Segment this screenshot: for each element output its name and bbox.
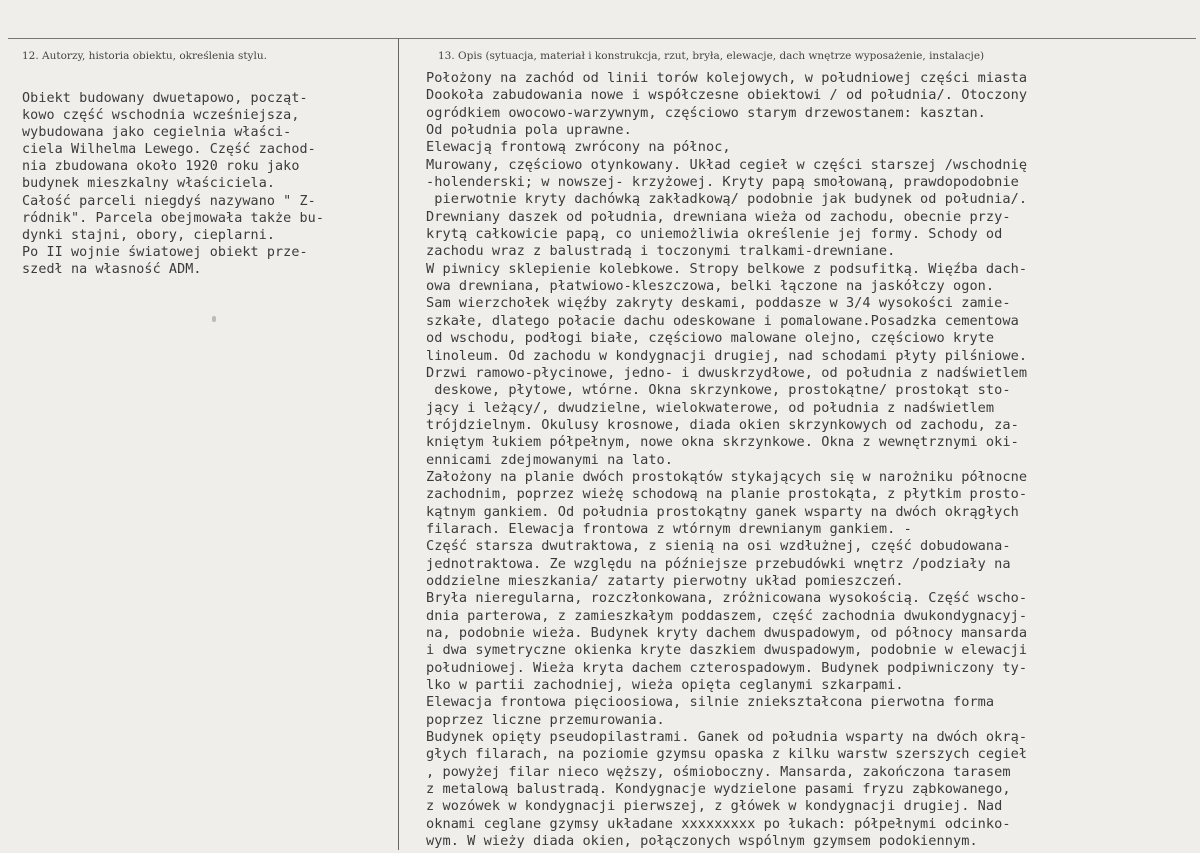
description-text-line: południowej. Wieża kryta dachem czterospadowym. Budynek podpiwniczony ty- [426, 659, 1028, 676]
description-text-line: , powyżej filar nieco węższy, ośmioboczny. Mansarda, zakończona tarasem [426, 763, 1011, 780]
description-text-line: filarach. Elewacja frontowa z wtórnym drewnianym gankiem. - [426, 520, 912, 537]
description-text-line: Drzwi ramowo-płycinowe, jedno- i dwuskrzydłowe, od południa z nadświetlem [426, 364, 1028, 381]
description-text-line: i dwa symetryczne okienka kryte daszkiem dwuspadowym, podobnie w elewacji [426, 642, 1028, 659]
description-text-line: Położony na zachód od linii torów kolejowych, w południowej części miasta [426, 70, 1028, 86]
history-text-line: ciela Wilhelma Lewego. Część zachod- [22, 142, 316, 158]
description-text-line: zachodu wraz z balustradą i toczonymi tralkami-drewniane. [426, 243, 896, 260]
description-text-line: wym. W wieży diada okien, połączonych wspólnym gzymsem podokiennym. [426, 833, 978, 850]
description-text-line: ennicami zdejmowanymi na lato. [426, 451, 674, 468]
history-text-block [22, 90, 324, 278]
description-text-line: na, podobnie wieża. Budynek kryty dachem dwuspadowym, od północy mansarda [426, 625, 1028, 641]
description-text-line: Założony na planie dwóch prostokątów stykających się w narożniku północne [426, 468, 1028, 485]
description-text-line: lko w partii zachodniej, wieża opięta ceglanymi szkarpami. [426, 677, 904, 694]
description-text-line: jący i leżący/, dwudzielne, wielokwaterowe, od południa z nadświetlem [426, 399, 995, 416]
description-text-line: szkałe, dlatego połacie dachu odeskowane i pomalowane.Posadzka cementowa [426, 312, 1019, 329]
description-text-line: -holenderski; w nowszej- krzyżowej. Kryty papą smołowaną, prawdopodobnie [426, 174, 1019, 191]
description-text-line: owa drewniana, płatwiowo-kleszczowa, belki łączone na jaskółczy ogon. [426, 278, 995, 295]
description-text-line: Sam wierzchołek więźby zakryty deskami, poddasze w 3/4 wysokości zamie- [426, 295, 1011, 312]
history-text-line: szedł na własność ADM. [22, 261, 202, 277]
description-text-line: Elewacją frontową zwrócony na północ, [426, 139, 731, 156]
description-text-line: pierwotnie kryty dachówką zakładkową/ podobnie jak budynek od południa/. [426, 191, 1028, 208]
description-text-line: dnia parterowa, z zamieszkałym poddaszem, część zachodnia dwukondygnacyj- [426, 607, 1028, 624]
description-text-line: Murowany, częściowo otynkowany. Układ cegieł w części starszej /wschodnię [426, 156, 1028, 173]
description-text-line: Elewacja frontowa pięcioosiowa, silnie zniekształcona pierwotna forma [426, 694, 995, 711]
description-text-line: trójdzielnym. Okulusy krosnowe, diada okien skrzynkowych od zachodu, za- [426, 416, 1019, 433]
history-text-line: Całość parceli niegdyś nazywano " Z- [22, 193, 316, 209]
description-text-line: poprzez liczne przemurowania. [426, 711, 665, 728]
description-text-line: krytą całkowicie papą, co uniemożliwia określenie jej formy. Schody od [426, 226, 1003, 243]
right-section-header: 13. Opis (sytuacja, materiał i konstrukcja, rzut, bryła, elewacje, dach wnętrze wyposażenie, instalacje) [438, 50, 985, 62]
description-text-line: zachodnim, poprzez wieżę schodową na planie prostokąta, z płytkim prosto- [426, 486, 1028, 503]
description-text-line: Drewniany daszek od południa, drewniana wieża od zachodu, obecnie przy- [426, 208, 1011, 225]
history-text-line: wybudowana jako cegielnia właści- [22, 125, 292, 141]
description-text-line: jednotraktowa. Ze względu na późniejsze przebudówki wnętrz /podziały na [426, 555, 1011, 572]
history-text-line: Po II wojnie światowej obiekt prze- [22, 244, 308, 260]
history-text-line: nia zbudowana około 1920 roku jako [22, 159, 300, 175]
description-text-line: kniętym łukiem półpełnym, nowe okna skrzynkowe. Okna z wewnętrznymi oki- [426, 434, 1019, 451]
description-text-line: z metalową balustradą. Kondygnacje wydzielone pasami fryzu ząbkowanego, [426, 781, 1011, 798]
description-text-line: oknami ceglane gzymsy układane xxxxxxxxx po łukach: półpełnymi odcinko- [426, 815, 1011, 832]
description-text-line: Część starsza dwutraktowa, z sienią na osi wzdłużnej, część dobudowana- [426, 538, 1011, 555]
description-text-line: oddzielne mieszkania/ zatarty pierwotny układ pomieszczeń. [426, 572, 904, 589]
left-section-header: 12. Autorzy, historia obiektu, określenia stylu. [22, 50, 267, 62]
column-divider [398, 38, 399, 850]
description-text-line: kątnym gankiem. Od południa prostokątny ganek wsparty na dwóch okrągłych [426, 503, 1019, 520]
description-text-line: deskowe, płytowe, wtórne. Okna skrzynkowe, prostokątne/ prostokąt sto- [426, 382, 1011, 399]
description-text-line: z wozówek w kondygnacji pierwszej, z główek w kondygnacji drugiej. Nad [426, 798, 1003, 815]
description-text-line: Budynek opięty pseudopilastrami. Ganek od południa wsparty na dwóch okrą- [426, 729, 1028, 746]
description-text-line: od wschodu, podłogi białe, częściowo malowane olejno, częściowo kryte [426, 330, 995, 347]
history-text-line: dynki stajni, obory, cieplarni. [22, 227, 276, 243]
description-text-line: Od południa pola uprawne. [426, 122, 632, 139]
description-text-line: Dookoła zabudowania nowe i współczesne obiektowi / od południa/. Otoczony [426, 87, 1028, 104]
description-text-block [426, 70, 1027, 850]
description-text-line: ogródkiem owocowo-warzywnym, częściowo starym drzewostanem: kasztan. [426, 104, 986, 121]
history-text-line: budynek mieszkalny właściciela. [22, 176, 276, 192]
ink-spot [212, 316, 216, 322]
description-text-line: linoleum. Od zachodu w kondygnacji drugiej, nad schodami płyty pilśniowe. [426, 347, 1028, 364]
history-text-line: ródnik". Parcela obejmowała także bu- [22, 210, 324, 226]
history-text-line: Obiekt budowany dwuetapowo, począt- [22, 91, 308, 106]
description-text-line: Bryła nieregularna, rozczłonkowana, zróżnicowana wysokością. Część wscho- [426, 590, 1028, 607]
description-text-line: W piwnicy sklepienie kolebkowe. Stropy belkowe z podsufitką. Więźba dach- [426, 260, 1028, 277]
history-text-line: kowo część wschodnia wcześniejsza, [22, 108, 300, 124]
description-text-line: głych filarach, na poziomie gzymsu opaska z kilku warstw szerszych cegieł [426, 746, 1028, 763]
